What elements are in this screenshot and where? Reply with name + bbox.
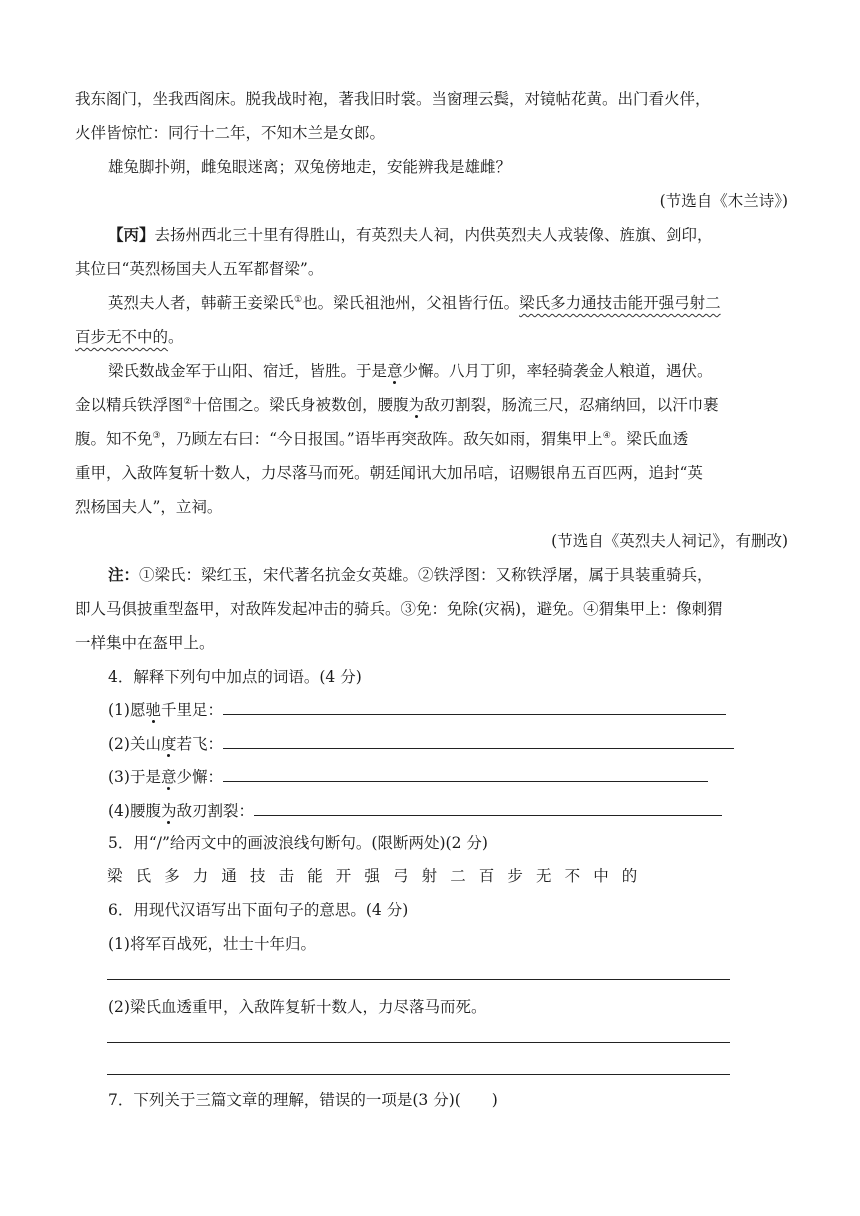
text-run: (2)关山 xyxy=(108,735,161,753)
question-4-item-2 xyxy=(0,734,860,754)
bing-text: 去扬州西北三十里有得胜山，有英烈夫人祠，内供英烈夫人戎装像、旌旗、剑印， xyxy=(154,226,713,244)
dotted-word: 意 xyxy=(387,362,403,380)
footnote-marker: ① xyxy=(294,295,303,305)
mulan-line-2: 火伴皆惊忙：同行十二年，不知木兰是女郎。 xyxy=(75,124,386,142)
answer-line[interactable] xyxy=(107,979,730,980)
mulan-source: (节选自《木兰诗》) xyxy=(659,192,788,210)
bing-paragraph-3-line-3 xyxy=(0,429,860,449)
question-6-sentence-1: (1)将军百战死，壮士十年归。 xyxy=(108,935,316,953)
text-run: 若飞： xyxy=(176,735,223,753)
bing-label: 【丙】 xyxy=(108,225,155,244)
question-6-sentence-2: (2)梁氏血透重甲，入敌阵复斩十数人，力尽落马而死。 xyxy=(108,998,487,1016)
text-run: 。梁氏血透 xyxy=(610,430,689,448)
question-4-item-1 xyxy=(0,700,860,720)
question-6-stem: 6．用现代汉语写出下面句子的意思。(4 分) xyxy=(108,901,409,919)
dotted-word: 为 xyxy=(408,396,425,414)
bing-source: (节选自《英烈夫人祠记》，有删改) xyxy=(551,532,788,550)
bing-paragraph-2-line-1 xyxy=(0,293,860,313)
bing-paragraph-1-line-1 xyxy=(0,225,860,245)
wavy-underlined-sentence-end: 百步无不中的 xyxy=(75,328,169,346)
text-run: 。 xyxy=(168,328,184,346)
question-7-stem: 7．下列关于三篇文章的理解，错误的一项是(3 分)( ) xyxy=(108,1091,498,1109)
text-run: (1)愿 xyxy=(108,701,146,719)
mulan-paragraph-2: 雄兔脚扑朔，雌兔眼迷离；双兔傍地走，安能辨我是雄雌？ xyxy=(108,158,512,176)
text-run: 十倍围之。梁氏身被数创，腰腹 xyxy=(191,396,409,414)
bing-paragraph-3-line-5: 烈杨国夫人”，立祠。 xyxy=(75,498,223,516)
question-4-stem: 4．解释下列句中加点的词语。(4 分) xyxy=(108,668,362,686)
text-run: 金以精兵铁浮图 xyxy=(75,396,184,414)
answer-blank[interactable] xyxy=(254,801,722,816)
notes-line-3: 一样集中在盔甲上。 xyxy=(75,634,215,652)
answer-blank[interactable] xyxy=(223,767,708,782)
question-4-item-3 xyxy=(0,767,860,787)
text-run: 腹。知不免 xyxy=(75,430,153,448)
text-run: ①梁氏：梁红玉，宋代著名抗金女英雄。②铁浮图：又称铁浮屠，属于具装重骑兵， xyxy=(139,566,713,584)
text-run: 少懈： xyxy=(176,768,223,786)
wavy-underlined-sentence: 梁氏多力通技击能开强弓射二 xyxy=(519,294,721,312)
text-run: (4)腰腹 xyxy=(108,802,161,820)
notes-label: 注： xyxy=(108,565,140,584)
text-run: 也。梁氏祖池州，父祖皆行伍。 xyxy=(302,294,520,312)
text-run: 英烈夫人者，韩蕲王妾梁氏 xyxy=(108,294,295,312)
answer-blank[interactable] xyxy=(223,734,734,749)
question-5-sentence[interactable]: 梁氏多力通技击能开强弓射二百步无不中的 xyxy=(107,867,651,885)
text-run: 少懈。八月丁卯，率轻骑袭金人粮道，遇伏。 xyxy=(402,362,713,380)
bing-paragraph-3-line-4: 重甲，入敌阵复斩十数人，力尽落马而死。朝廷闻讯大加吊唁，诏赐银帛五百匹两，追封“英 xyxy=(75,464,703,482)
dotted-word: 驰 xyxy=(145,701,161,719)
text-run: 梁氏数战金军于山阳、宿迁，皆胜。于是 xyxy=(108,362,388,380)
mulan-line-1: 我东阁门，坐我西阁床。脱我战时袍，著我旧时裳。当窗理云鬓，对镜帖花黄。出门看火伴， xyxy=(75,90,711,108)
notes-line-2: 即人马俱披重型盔甲，对敌阵发起冲击的骑兵。③免：免除(灾祸)，避免。④猬集甲上：像刺猬 xyxy=(75,600,723,618)
dotted-word: 度 xyxy=(160,735,177,753)
footnote-marker: ② xyxy=(183,397,192,407)
text-run: (3)于是 xyxy=(108,768,161,786)
answer-line[interactable] xyxy=(107,1074,730,1075)
bing-paragraph-3-line-2 xyxy=(0,395,860,415)
footnote-marker: ④ xyxy=(602,431,611,441)
bing-paragraph-3-line-1 xyxy=(0,361,860,381)
text-run: 敌刃割裂： xyxy=(176,802,254,820)
dotted-word: 为 xyxy=(160,802,177,820)
answer-blank[interactable] xyxy=(223,700,726,715)
bing-paragraph-2-line-2 xyxy=(0,327,860,347)
answer-line[interactable] xyxy=(107,1042,730,1043)
footnote-marker: ③ xyxy=(152,431,161,441)
text-run: 千里足： xyxy=(160,701,223,719)
question-4-item-4 xyxy=(0,801,860,821)
text-run: ，乃顾左右曰：“今日报国。”语毕再突敌阵。敌矢如雨，猬集甲上 xyxy=(160,430,603,448)
dotted-word: 意 xyxy=(160,768,177,786)
question-5-stem: 5．用“/”给丙文中的画波浪线句断句。(限断两处)(2 分) xyxy=(108,834,488,852)
text-run: 敌刃割裂，肠流三尺，忍痛纳回，以汗巾裹 xyxy=(424,396,719,414)
notes-line-1 xyxy=(0,565,860,585)
bing-paragraph-1-line-2: 其位曰“英烈杨国夫人五军都督梁”。 xyxy=(75,260,324,278)
